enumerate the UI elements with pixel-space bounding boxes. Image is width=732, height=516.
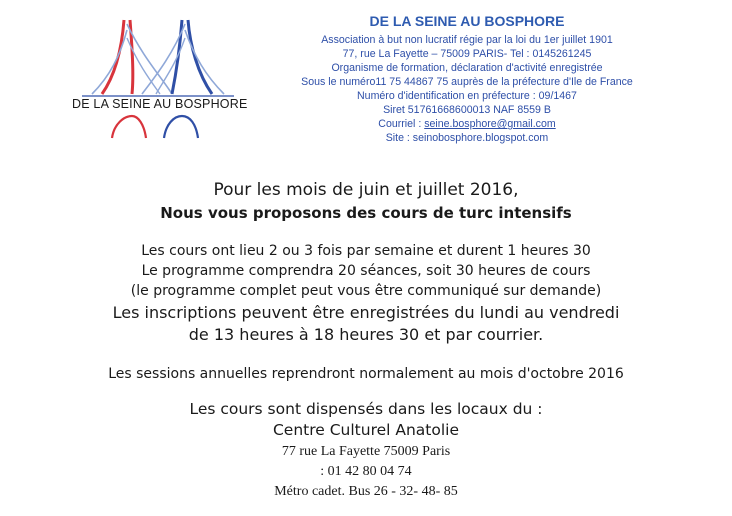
venue-name: Centre Culturel Anatolie bbox=[272, 421, 460, 439]
courriel-line bbox=[262, 117, 672, 131]
flyer-title: Pour les mois de juin et juillet 2016, bbox=[213, 180, 519, 200]
venue-phone: : 01 42 80 04 74 bbox=[320, 464, 412, 479]
venue-address: 77 rue La Fayette 75009 Paris bbox=[281, 444, 451, 459]
bridge-logo-icon bbox=[72, 16, 248, 140]
identification-line: Numéro d'identification en préfecture : 09/1467 bbox=[357, 90, 577, 102]
flyer-subtitle: Nous vous proposons des cours de turc intensifs bbox=[160, 204, 572, 222]
numero-line: Sous le numéro11 75 44867 75 auprès de la préfecture d'Ile de France bbox=[301, 76, 633, 88]
address-line: 77, rue La Fayette – 75009 PARIS- Tel : 0145261245 bbox=[342, 48, 592, 60]
registration-hours-line: de 13 heures à 18 heures 30 et par courrier. bbox=[188, 325, 544, 344]
location-intro-line: Les cours sont dispensés dans les locaux du : bbox=[189, 400, 543, 418]
association-logo bbox=[72, 16, 248, 140]
schedule-line: Les cours ont lieu 2 ou 3 fois par semaine et durent 1 heures 30 bbox=[141, 243, 591, 259]
program-note-line: (le programme complet peut vous être communiqué sur demande) bbox=[130, 283, 602, 299]
courriel-email-link[interactable]: seine.bosphore@gmail.com bbox=[424, 118, 556, 130]
association-line: Association à but non lucratif régie par la loi du 1er juillet 1901 bbox=[321, 34, 613, 46]
venue-transport: Métro cadet. Bus 26 - 32- 48- 85 bbox=[274, 484, 458, 499]
site-line: Site : seinobosphore.blogspot.com bbox=[385, 132, 549, 144]
registration-line: Les inscriptions peuvent être enregistrées du lundi au vendredi bbox=[112, 303, 620, 322]
organisme-line: Organisme de formation, déclaration d'activité enregistrée bbox=[331, 62, 603, 74]
siret-line: Siret 51761668600013 NAF 8559 B bbox=[383, 104, 551, 116]
association-header bbox=[262, 13, 672, 145]
logo-text: DE LA SEINE AU BOSPHORE bbox=[72, 97, 248, 111]
program-line: Le programme comprendra 20 séances, soit 30 heures de cours bbox=[141, 263, 591, 279]
org-name: DE LA SEINE AU BOSPHORE bbox=[369, 13, 565, 29]
courriel-label: Courriel : bbox=[378, 118, 425, 130]
sessions-line: Les sessions annuelles reprendront normalement au mois d'octobre 2016 bbox=[108, 366, 624, 382]
